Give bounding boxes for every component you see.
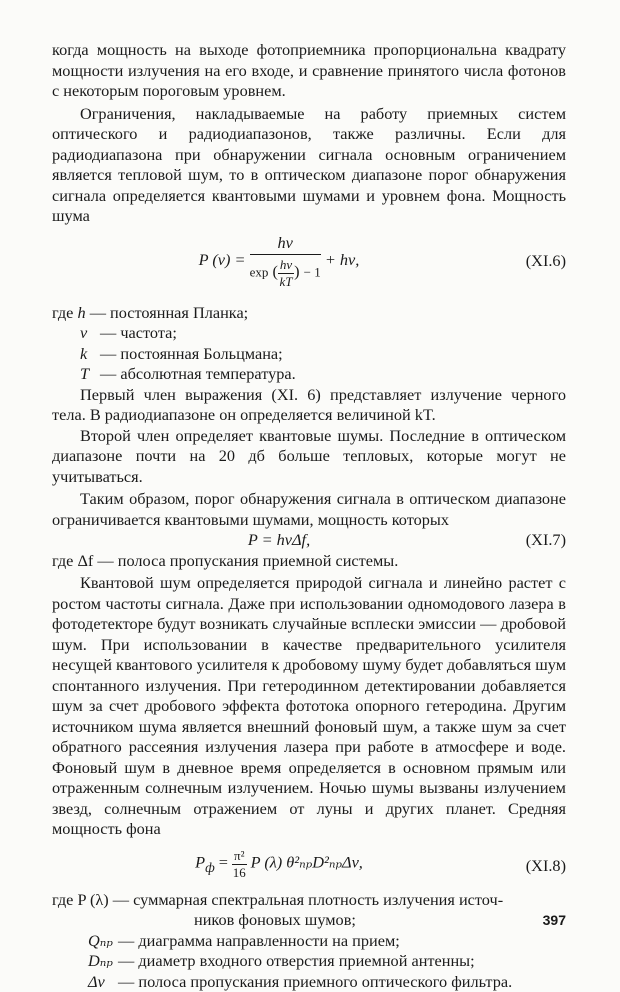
paragraph: где Δf — полоса пропускания приемной системы.: [52, 551, 566, 572]
eq6-tail: − 1: [304, 265, 321, 280]
eq8-frac-den: 16: [232, 865, 246, 880]
defs2-line1b: ников фоновых шумов;: [52, 910, 566, 931]
def-text: — постоянная Планка;: [90, 303, 249, 322]
paragraph: Таким образом, порог обнаружения сигнала в оптическом диапазоне ограничивается квантовыми шумами, мощность которых: [52, 489, 566, 530]
paragraph: Второй член определяет квантовые шумы. Последние в оптическом диапазоне почти на 20 дб больше тепловых, которые могут не учитываться.: [52, 426, 566, 488]
eq8-lhs-sub: ф: [205, 859, 215, 874]
eq8-rhs: P (λ) θ²ₙₚD²ₙₚΔν,: [251, 852, 363, 871]
paragraph: когда мощность на выходе фотоприемника пропорциональна квадрату мощности излучения на его входе, и сравнение принятого числа фотонов с некоторым пороговым уровнем.: [52, 40, 566, 102]
eq6-fraction: hν exp ( $\frac{h\nu}{kT}$ ) − 1: [250, 233, 321, 290]
def-symbol: Qₙₚ: [88, 931, 118, 952]
paragraph: Ограничения, накладываемые на работу приемных систем оптического и радиодиапазонов, также различны. Если для радиодиапазона при обнаружении сигнала основным ограничением является тепловой шум, то в оптическом диапазоне порог обнаружения сигнала определяется квантовыми шумами и уровнем фона. Мощность шума: [52, 104, 566, 227]
equation-xi8: [52, 844, 566, 888]
equation-label: (XI.7): [526, 530, 566, 551]
def-symbol: k: [80, 344, 100, 365]
page-text: [52, 40, 566, 992]
eq6-rhs: + hν,: [325, 249, 360, 268]
defs-intro: где: [52, 303, 73, 322]
eq7-body: P = hνΔf,: [248, 530, 310, 549]
definitions-1: [52, 303, 566, 385]
eq8-frac-num: π²: [232, 848, 246, 865]
paragraph: Квантовой шум определяется природой сигнала и линейно растет с ростом частоты сигнала. Даже при использовании одномодового лазера в фотодетекторе будут возникать случайные всплески эмиссии — дробовой шум. При использовании в качестве предварительного усилителя несущей квантового усилителя к дробовому шуму будет добавляться шум спонтанного излучения. При гетеродинном детектировании добавляется шум за счет дробового эффекта фототока опорного гетеродина. Другим источником шума является внешний фоновый шум, а также шум за счет обратного рассеяния излучения лазера при работе в атмосфере и воде. Фоновый шум в дневное время определяется в основном прямым или отраженным солнечным излучением. Ночью шумы вызваны излучением звезд, солнечным отражением от луны и других планет. Средняя мощность фона: [52, 573, 566, 840]
eq6-inner-num: hν: [280, 257, 292, 272]
eq8-lhs: P: [195, 852, 205, 871]
defs2-line1: где P (λ) — суммарная спектральная плотность излучения источ-: [52, 890, 566, 911]
eq8-equals: =: [219, 852, 228, 871]
def-symbol: h: [77, 303, 85, 322]
def-symbol: T: [80, 364, 100, 385]
equation-xi7: [52, 530, 566, 551]
paragraph: Первый член выражения (XI. 6) представляет излучение черного тела. В радиодиапазоне он определяется величиной kT.: [52, 385, 566, 426]
def-symbol: ν: [80, 323, 100, 344]
def-text: — диаграмма направленности на прием;: [118, 931, 400, 952]
equation-label: (XI.6): [526, 251, 566, 272]
def-symbol: Δν: [88, 972, 118, 992]
def-text: — полоса пропускания приемного оптического фильтра.: [118, 972, 512, 992]
def-text: — абсолютная температура.: [100, 364, 296, 385]
def-text: — диаметр входного отверстия приемной антенны;: [118, 951, 475, 972]
eq6-exp: exp: [250, 265, 269, 280]
eq8-fraction: [232, 848, 246, 880]
eq6-inner-den: kT: [280, 274, 293, 289]
equation-xi6: [52, 227, 566, 301]
def-text: — частота;: [100, 323, 177, 344]
equation-label: (XI.8): [526, 856, 566, 877]
eq6-numerator: hν: [277, 233, 292, 252]
eq6-inner-fraction: [278, 257, 294, 289]
def-symbol: Dₙₚ: [88, 951, 118, 972]
def-text: — постоянная Больцмана;: [100, 344, 283, 365]
eq6-lhs: P (ν) =: [199, 249, 246, 268]
page-number: 397: [543, 912, 566, 928]
definitions-2: [52, 890, 566, 992]
